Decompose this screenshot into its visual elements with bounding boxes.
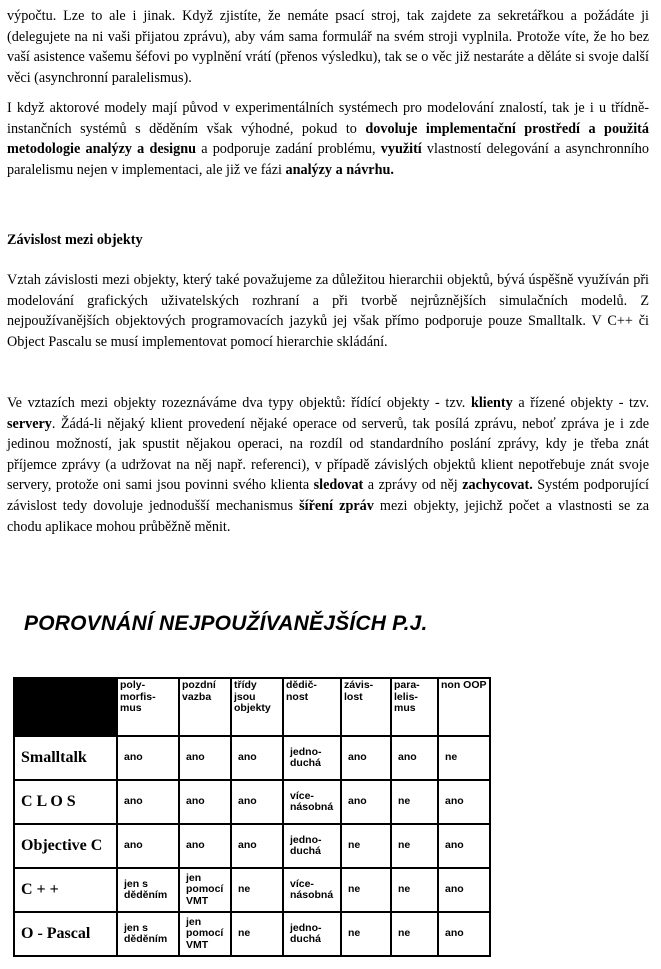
emphasis-text: analýzy a návrhu. xyxy=(285,161,394,178)
table-cell: ne xyxy=(341,868,391,912)
paragraph-delegation-example xyxy=(7,6,649,88)
paragraph-text: a zprávy od něj xyxy=(363,477,463,494)
table-cell: ano xyxy=(231,780,283,824)
table-header-cell: závis-lost xyxy=(341,678,391,736)
table-row xyxy=(14,912,490,956)
paragraph-text: a podporuje zadání problému, xyxy=(196,141,381,158)
paragraph-text: Vztah závislosti mezi objekty, který také považujeme za důležitou hierarchii objektů, bývá úspěšně využíván při modelování grafických uživatelských rozhraní a při tvorbě nejrůznějších simulačních modelů. Z nejpoužívanějších objektových programovacích jazyků jej však přímo podporuje pouze Smalltalk. V C++ či Object Pascalu se musí implementovat pomocí hierarchie skládání. xyxy=(7,272,649,350)
table-cell: ano xyxy=(117,780,179,824)
table-cell: ano xyxy=(179,736,231,780)
table-row-label: O - Pascal xyxy=(14,912,117,956)
table-cell: jen s děděním xyxy=(117,868,179,912)
table-cell: ano xyxy=(438,780,490,824)
table-cell: ano xyxy=(117,824,179,868)
emphasis-text: zachycovat. xyxy=(462,477,533,494)
table-cell: ano xyxy=(117,736,179,780)
paragraph-text: Systém podporující závislost tedy dovoluje jednodušší mechanismus xyxy=(7,477,649,514)
table-cell: ne xyxy=(438,736,490,780)
table-row-label: C + + xyxy=(14,868,117,912)
table-cell: ano xyxy=(438,868,490,912)
table-row-label: Smalltalk xyxy=(14,736,117,780)
table-row xyxy=(14,736,490,780)
emphasis-text: využití xyxy=(380,141,422,158)
emphasis-text: klienty xyxy=(470,395,513,411)
table-cell: ne xyxy=(231,912,283,956)
table-cell: ne xyxy=(391,912,438,956)
paragraph-actor-models xyxy=(7,98,649,180)
table-cell: jedno-duchá xyxy=(283,912,341,956)
table-cell: ne xyxy=(231,868,283,912)
paragraph-text: a řízené objekty - tzv. xyxy=(512,395,649,411)
comparison-table xyxy=(13,677,491,957)
paragraph-text: vlastností delegování a asynchronního paralelismu nejen v implementaci, ale již ve fázi xyxy=(7,141,649,178)
table-cell: ano xyxy=(438,912,490,956)
table-cell: ne xyxy=(391,868,438,912)
table-cell: ano xyxy=(179,780,231,824)
table-cell: ano xyxy=(341,736,391,780)
emphasis-text: sledovat xyxy=(313,477,364,494)
section-heading-text: Závislost mezi objekty xyxy=(7,232,143,248)
table-cell: ne xyxy=(341,824,391,868)
paragraph-text: . Žádá-li nějaký klient provedení nějaké operace od serverů, tak posílá zprávu, neboť zpráva je i zde jedinou možností, jak spustit nějakou operaci, na rozdíl od standardního poslání zprávy, kdy je třeba znát příjemce zprávy (a udržovat na něj např. referenci), v případě závislých objektů klient nepotřebuje znát svoje servery, protože oni sami jsou povinni svého klienta xyxy=(7,415,649,494)
table-cell: ne xyxy=(391,780,438,824)
table-cell: jedno-duchá xyxy=(283,736,341,780)
table-header-cell: para-lelis-mus xyxy=(391,678,438,736)
table-header-cell: dědič-nost xyxy=(283,678,341,736)
table-header-cell: poly-morfis-mus xyxy=(117,678,179,736)
paragraph-dependency xyxy=(7,270,649,352)
table-cell: více-násobná xyxy=(283,868,341,912)
table-cell: ne xyxy=(391,824,438,868)
emphasis-text: šíření zpráv xyxy=(299,497,374,514)
table-cell: ne xyxy=(341,912,391,956)
table-cell: více-násobná xyxy=(283,780,341,824)
table-cell: ano xyxy=(341,780,391,824)
table-cell: jen s děděním xyxy=(117,912,179,956)
table-cell: ano xyxy=(179,824,231,868)
table-cell: jedno-duchá xyxy=(283,824,341,868)
paragraph-text: I když aktorové modely mají původ v experimentálních systémech pro modelování znalostí, tak je i u třídně-instančních systémů s děděním však výhodné, pokud to xyxy=(7,100,649,137)
table-cell: jen pomocí VMT xyxy=(179,868,231,912)
paragraph-clients-servers xyxy=(7,393,649,537)
table-row xyxy=(14,868,490,912)
table-header-cell: non OOP xyxy=(438,678,490,736)
table-cell: jen pomocí VMT xyxy=(179,912,231,956)
table-header-row xyxy=(14,678,490,736)
paragraph-text: mezi objekty, jejichž počet a vlastnosti se za chodu aplikace mohou průběžně měnit. xyxy=(7,497,650,535)
table-row-label: C L O S xyxy=(14,780,117,824)
table-row xyxy=(14,780,490,824)
table-cell: ano xyxy=(231,736,283,780)
table-corner-cell xyxy=(14,678,117,736)
table-row xyxy=(14,824,490,868)
emphasis-text: dovoluje implementační prostředí a použitá metodologie analýzy a designu xyxy=(7,120,649,158)
table-row-label: Objective C xyxy=(14,824,117,868)
table-cell: ano xyxy=(231,824,283,868)
paragraph-text: Ve vztazích mezi objekty rozeznáváme dva typy objektů: řídící objekty - tzv. xyxy=(7,395,471,411)
paragraph-text: výpočtu. Lze to ale i jinak. Když zjistíte, že nemáte psací stroj, tak zajdete za sekretářkou a požádáte ji (delegujete na ni vaši přijatou zprávu), aby vám sama formulář na svém stroji vyplnila. Protože víte, že ho bez vaší asistence vašemu šéfovi po vyplnění vrátí (přenos výsledku), tak se o věc již nestaráte a děláte si svoje další věci (asynchronní paralelismus). xyxy=(7,8,649,86)
table-header-cell: pozdní vazba xyxy=(179,678,231,736)
emphasis-text: servery xyxy=(7,415,52,432)
table-cell: ano xyxy=(391,736,438,780)
table-heading: POROVNÁNÍ NEJPOUŽÍVANĚJŠÍCH P.J. xyxy=(24,612,428,635)
table-header-cell: třídy jsou objekty xyxy=(231,678,283,736)
table-cell: ano xyxy=(438,824,490,868)
section-heading xyxy=(7,230,649,251)
